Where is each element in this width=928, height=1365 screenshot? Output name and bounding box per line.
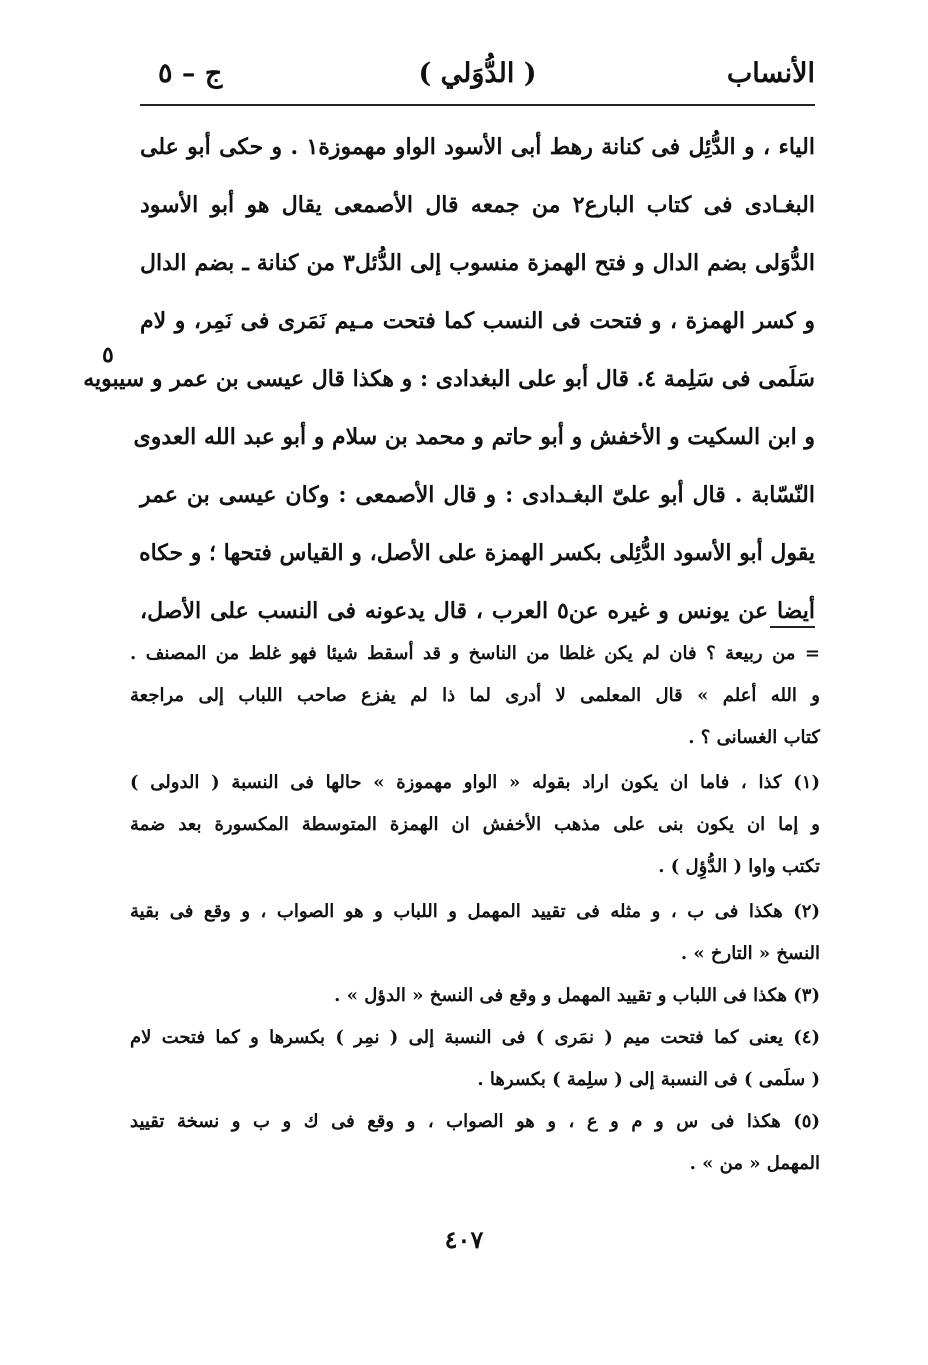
footnote-line: تكتب واوا ( الدُّؤِل ) .: [658, 856, 820, 877]
footnote-line: ( سلَمى ) فى النسبة إلى ( سلِمة ) بكسرها .: [477, 1069, 820, 1090]
margin-line-number: ٥: [102, 342, 114, 368]
header-section-title: الأنساب: [726, 58, 815, 89]
header-rule: [140, 104, 815, 106]
footnote-line: (٥) هكذا فى س و م و ع ، و هو الصواب ، و وقع فى ك و ب و نسخة تقييد: [130, 1111, 820, 1132]
text-line: أيضا عن يونس و غيره عن٥ العرب ، قال يدعونه فى النسب على الأصل،: [140, 598, 815, 624]
text-line: و ابن السكيت و الأخفش و أبو حاتم و محمد بن سلام و أبو عبد الله العدوى: [133, 424, 815, 450]
main-text: [83, 118, 815, 640]
text-line: البغـادى فى كتاب البارع٢ من جمعه قال الأصمعى يقال هو أبو الأسود: [140, 192, 815, 218]
text-line: يقول أبو الأسود الدُّئِلى بكسر الهمزة على الأصل، و القياس فتحها ؛ و حكاه: [139, 540, 815, 566]
text-line: سَلَمى فى سَلِمة ٤. قال أبو على البغدادى : و هكذا قال عيسى بن عمر و سيبويه: [83, 366, 815, 392]
running-header: [140, 52, 815, 102]
footnote-line: النسخ « التارخ » .: [680, 943, 820, 964]
footnote-line: = من ربيعة ؟ فان لم يكن غلطا من الناسخ و قد أسقط شيئا فهو غلط من المصنف .: [130, 643, 820, 664]
text-line: النّسّابة . قال أبو علىّ البغـدادى : و قال الأصمعى : وكان عيسى بن عمر: [140, 482, 815, 508]
text-line: و كسر الهمزة ، و فتحت فى النسب كما فتحت مـيم نَمَرى فى نَمِر، و لام: [140, 308, 815, 334]
footnote-line: و الله أعلم » قال المعلمى لا أدرى لما ذا لم يفزع صاحب اللباب إلى مراجعة: [130, 685, 820, 706]
footnote-line: (٣) هكذا فى اللباب و تقييد المهمل و وقع فى النسخ « الدؤل » .: [334, 985, 820, 1006]
text-line: الدُّوَلى بضم الدال و فتح الهمزة منسوب إلى الدُّئل٣ من كنانة ـ بضم الدال: [140, 250, 815, 276]
footnotes: [130, 633, 820, 1185]
header-volume: ج – ٥: [158, 58, 223, 89]
footnote-line: (٢) هكذا فى ب ، و مثله فى تقييد المهمل و اللباب و هو الصواب ، و وقع فى بقية: [130, 901, 820, 922]
footnote-line: (٤) يعنى كما فتحت ميم ( نمَرى ) فى النسبة إلى ( نمِر ) بكسرها و كما فتحت لام: [130, 1027, 820, 1048]
footnote-line: (١) كذا ، فاما ان يكون اراد بقوله « الواو مهموزة » حالها فى النسبة ( الدولى ): [130, 772, 820, 793]
footnote-line: المهمل « من » .: [689, 1153, 820, 1174]
footnote-line: و إما ان يكون بنى على مذهب الأخفش ان الهمزة المتوسطة المكسورة بعد ضمة: [130, 814, 820, 835]
footnote-line: كتاب الغسانى ؟ .: [688, 727, 820, 748]
text-line: الياء ، و الدُّئِل فى كنانة رهط أبى الأسود الواو مهموزة١ . و حكى أبو على: [140, 134, 815, 160]
page-number: ٤٠٧: [444, 1225, 484, 1254]
footnote-rule: [770, 626, 815, 628]
header-entry-title: ( الدُّوَلي ): [418, 58, 537, 89]
